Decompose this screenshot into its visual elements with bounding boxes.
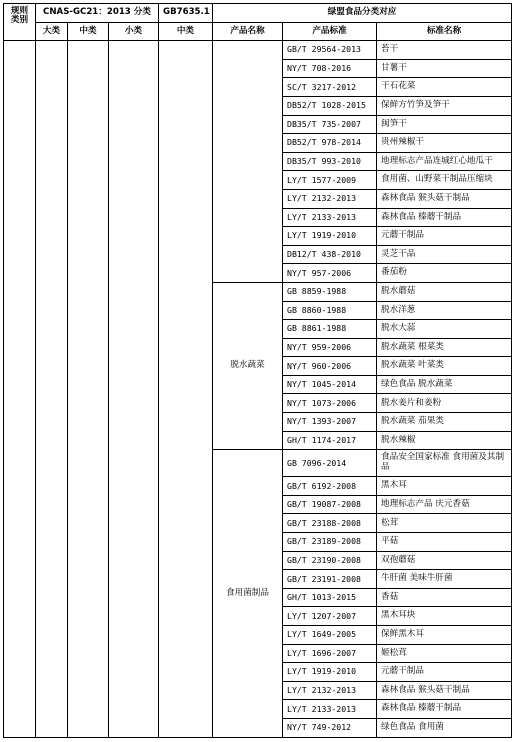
standard-code-cell: GB/T 23191-2008: [283, 570, 377, 589]
standard-code-cell: NY/T 1073-2006: [283, 394, 377, 413]
standard-code-cell: GB/T 23188-2008: [283, 514, 377, 533]
standard-name-cell: 黑木耳块: [377, 607, 512, 626]
standard-name-cell: 地理标志产品连城红心地瓜干: [377, 152, 512, 171]
standard-name-cell: 脱水蔬菜 茄果类: [377, 413, 512, 432]
standard-code-cell: DB35/T 735-2007: [283, 115, 377, 134]
header-gb: GB7635.1: [159, 4, 213, 23]
product-name-cell: [213, 41, 283, 283]
standard-name-cell: 绿色食品 食用菌: [377, 718, 512, 737]
classification-table: [3, 3, 512, 738]
header-standard-name: 标准名称: [377, 22, 512, 41]
header-row-2: [4, 22, 512, 41]
standard-name-cell: 脱水姜片和姜粉: [377, 394, 512, 413]
standard-name-cell: 苔干: [377, 41, 512, 60]
header-gb-middle: 中类: [159, 22, 213, 41]
standard-code-cell: GB/T 29564-2013: [283, 41, 377, 60]
standard-code-cell: LY/T 2132-2013: [283, 681, 377, 700]
standard-code-cell: LY/T 1207-2007: [283, 607, 377, 626]
standard-code-cell: LY/T 2132-2013: [283, 189, 377, 208]
standard-code-cell: GB/T 19087-2008: [283, 495, 377, 514]
standard-name-cell: 脱水大蒜: [377, 320, 512, 339]
standard-code-cell: LY/T 2133-2013: [283, 208, 377, 227]
standard-name-cell: 闽笋干: [377, 115, 512, 134]
standard-name-cell: 脱水蘑菇: [377, 282, 512, 301]
product-name-cell: 脱水蔬菜: [213, 282, 283, 449]
standard-name-cell: 地理标志产品 庆元香菇: [377, 495, 512, 514]
blank-major: [36, 41, 68, 737]
standard-name-cell: 元蘑干制品: [377, 663, 512, 682]
standard-name-cell: 脱水辣椒: [377, 431, 512, 450]
standard-code-cell: GB/T 6192-2008: [283, 477, 377, 496]
header-major: 大类: [36, 22, 68, 41]
standard-name-cell: 森林食品 猴头菇干制品: [377, 189, 512, 208]
standard-code-cell: DB52/T 1028-2015: [283, 96, 377, 115]
standard-name-cell: 双孢蘑菇: [377, 551, 512, 570]
standard-code-cell: GB/T 23189-2008: [283, 533, 377, 552]
standard-code-cell: LY/T 1919-2010: [283, 227, 377, 246]
standard-name-cell: 元蘑干制品: [377, 227, 512, 246]
standard-name-cell: 保鲜方竹笋及笋干: [377, 96, 512, 115]
standard-name-cell: 姬松茸: [377, 644, 512, 663]
standard-name-cell: 脱水洋葱: [377, 301, 512, 320]
standard-name-cell: 绿色食品 脱水蔬菜: [377, 375, 512, 394]
standard-code-cell: GH/T 1013-2015: [283, 588, 377, 607]
standard-name-cell: 松茸: [377, 514, 512, 533]
header-green: 绿盟食品分类对应: [213, 4, 512, 23]
standard-code-cell: DB35/T 993-2010: [283, 152, 377, 171]
standard-name-cell: 番茄粉: [377, 264, 512, 283]
standard-code-cell: GB 8861-1988: [283, 320, 377, 339]
blank-minor: [109, 41, 159, 737]
standard-code-cell: LY/T 1696-2007: [283, 644, 377, 663]
header-minor: 小类: [109, 22, 159, 41]
standard-code-cell: GB 7096-2014: [283, 450, 377, 477]
standard-code-cell: GB 8859-1988: [283, 282, 377, 301]
standard-name-cell: 黑木耳: [377, 477, 512, 496]
header-cnas: CNAS-GC21：2013 分类: [36, 4, 159, 23]
product-name-cell: 食用菌制品: [213, 450, 283, 737]
standard-code-cell: GB/T 23190-2008: [283, 551, 377, 570]
standard-name-cell: 保鲜黑木耳: [377, 626, 512, 645]
table-row: [4, 41, 512, 60]
standard-code-cell: GB 8860-1988: [283, 301, 377, 320]
standard-name-cell: 森林食品 榛蘑干制品: [377, 208, 512, 227]
standard-code-cell: NY/T 708-2016: [283, 59, 377, 78]
standard-code-cell: GH/T 1174-2017: [283, 431, 377, 450]
blank-middle: [68, 41, 109, 737]
standard-code-cell: NY/T 960-2006: [283, 357, 377, 376]
standard-code-cell: DB52/T 978-2014: [283, 134, 377, 153]
standard-name-cell: 干石花菜: [377, 78, 512, 97]
header-rule-category: 规则类别: [4, 4, 36, 41]
blank-gb-middle: [159, 41, 213, 737]
standard-code-cell: NY/T 1393-2007: [283, 413, 377, 432]
standard-code-cell: DB12/T 438-2010: [283, 245, 377, 264]
header-product: 产品名称: [213, 22, 283, 41]
standard-code-cell: NY/T 957-2006: [283, 264, 377, 283]
standard-name-cell: 牛肝菌 美味牛肝菌: [377, 570, 512, 589]
standard-name-cell: 平菇: [377, 533, 512, 552]
standard-code-cell: LY/T 1577-2009: [283, 171, 377, 190]
standard-code-cell: LY/T 1919-2010: [283, 663, 377, 682]
standard-name-cell: 森林食品 榛蘑干制品: [377, 700, 512, 719]
standard-name-cell: 灵芝干品: [377, 245, 512, 264]
table-body: [4, 41, 512, 737]
standard-code-cell: NY/T 749-2012: [283, 718, 377, 737]
standard-name-cell: 脱水蔬菜 根菜类: [377, 338, 512, 357]
standard-name-cell: 食用菌、山野菜干制品压缩块: [377, 171, 512, 190]
standard-name-cell: 香菇: [377, 588, 512, 607]
standard-code-cell: LY/T 2133-2013: [283, 700, 377, 719]
blank-rule-category: [4, 41, 36, 737]
standard-code-cell: NY/T 959-2006: [283, 338, 377, 357]
standard-name-cell: 贵州辣椒干: [377, 134, 512, 153]
standard-name-cell: 森林食品 猴头菇干制品: [377, 681, 512, 700]
standard-name-cell: 甘薯干: [377, 59, 512, 78]
standard-code-cell: LY/T 1649-2005: [283, 626, 377, 645]
standard-name-cell: 脱水蔬菜 叶菜类: [377, 357, 512, 376]
header-middle: 中类: [68, 22, 109, 41]
header-standard: 产品标准: [283, 22, 377, 41]
header-row-1: [4, 4, 512, 23]
standard-code-cell: SC/T 3217-2012: [283, 78, 377, 97]
standard-code-cell: NY/T 1045-2014: [283, 375, 377, 394]
standard-name-cell: 食品安全国家标准 食用菌及其制品: [377, 450, 512, 477]
